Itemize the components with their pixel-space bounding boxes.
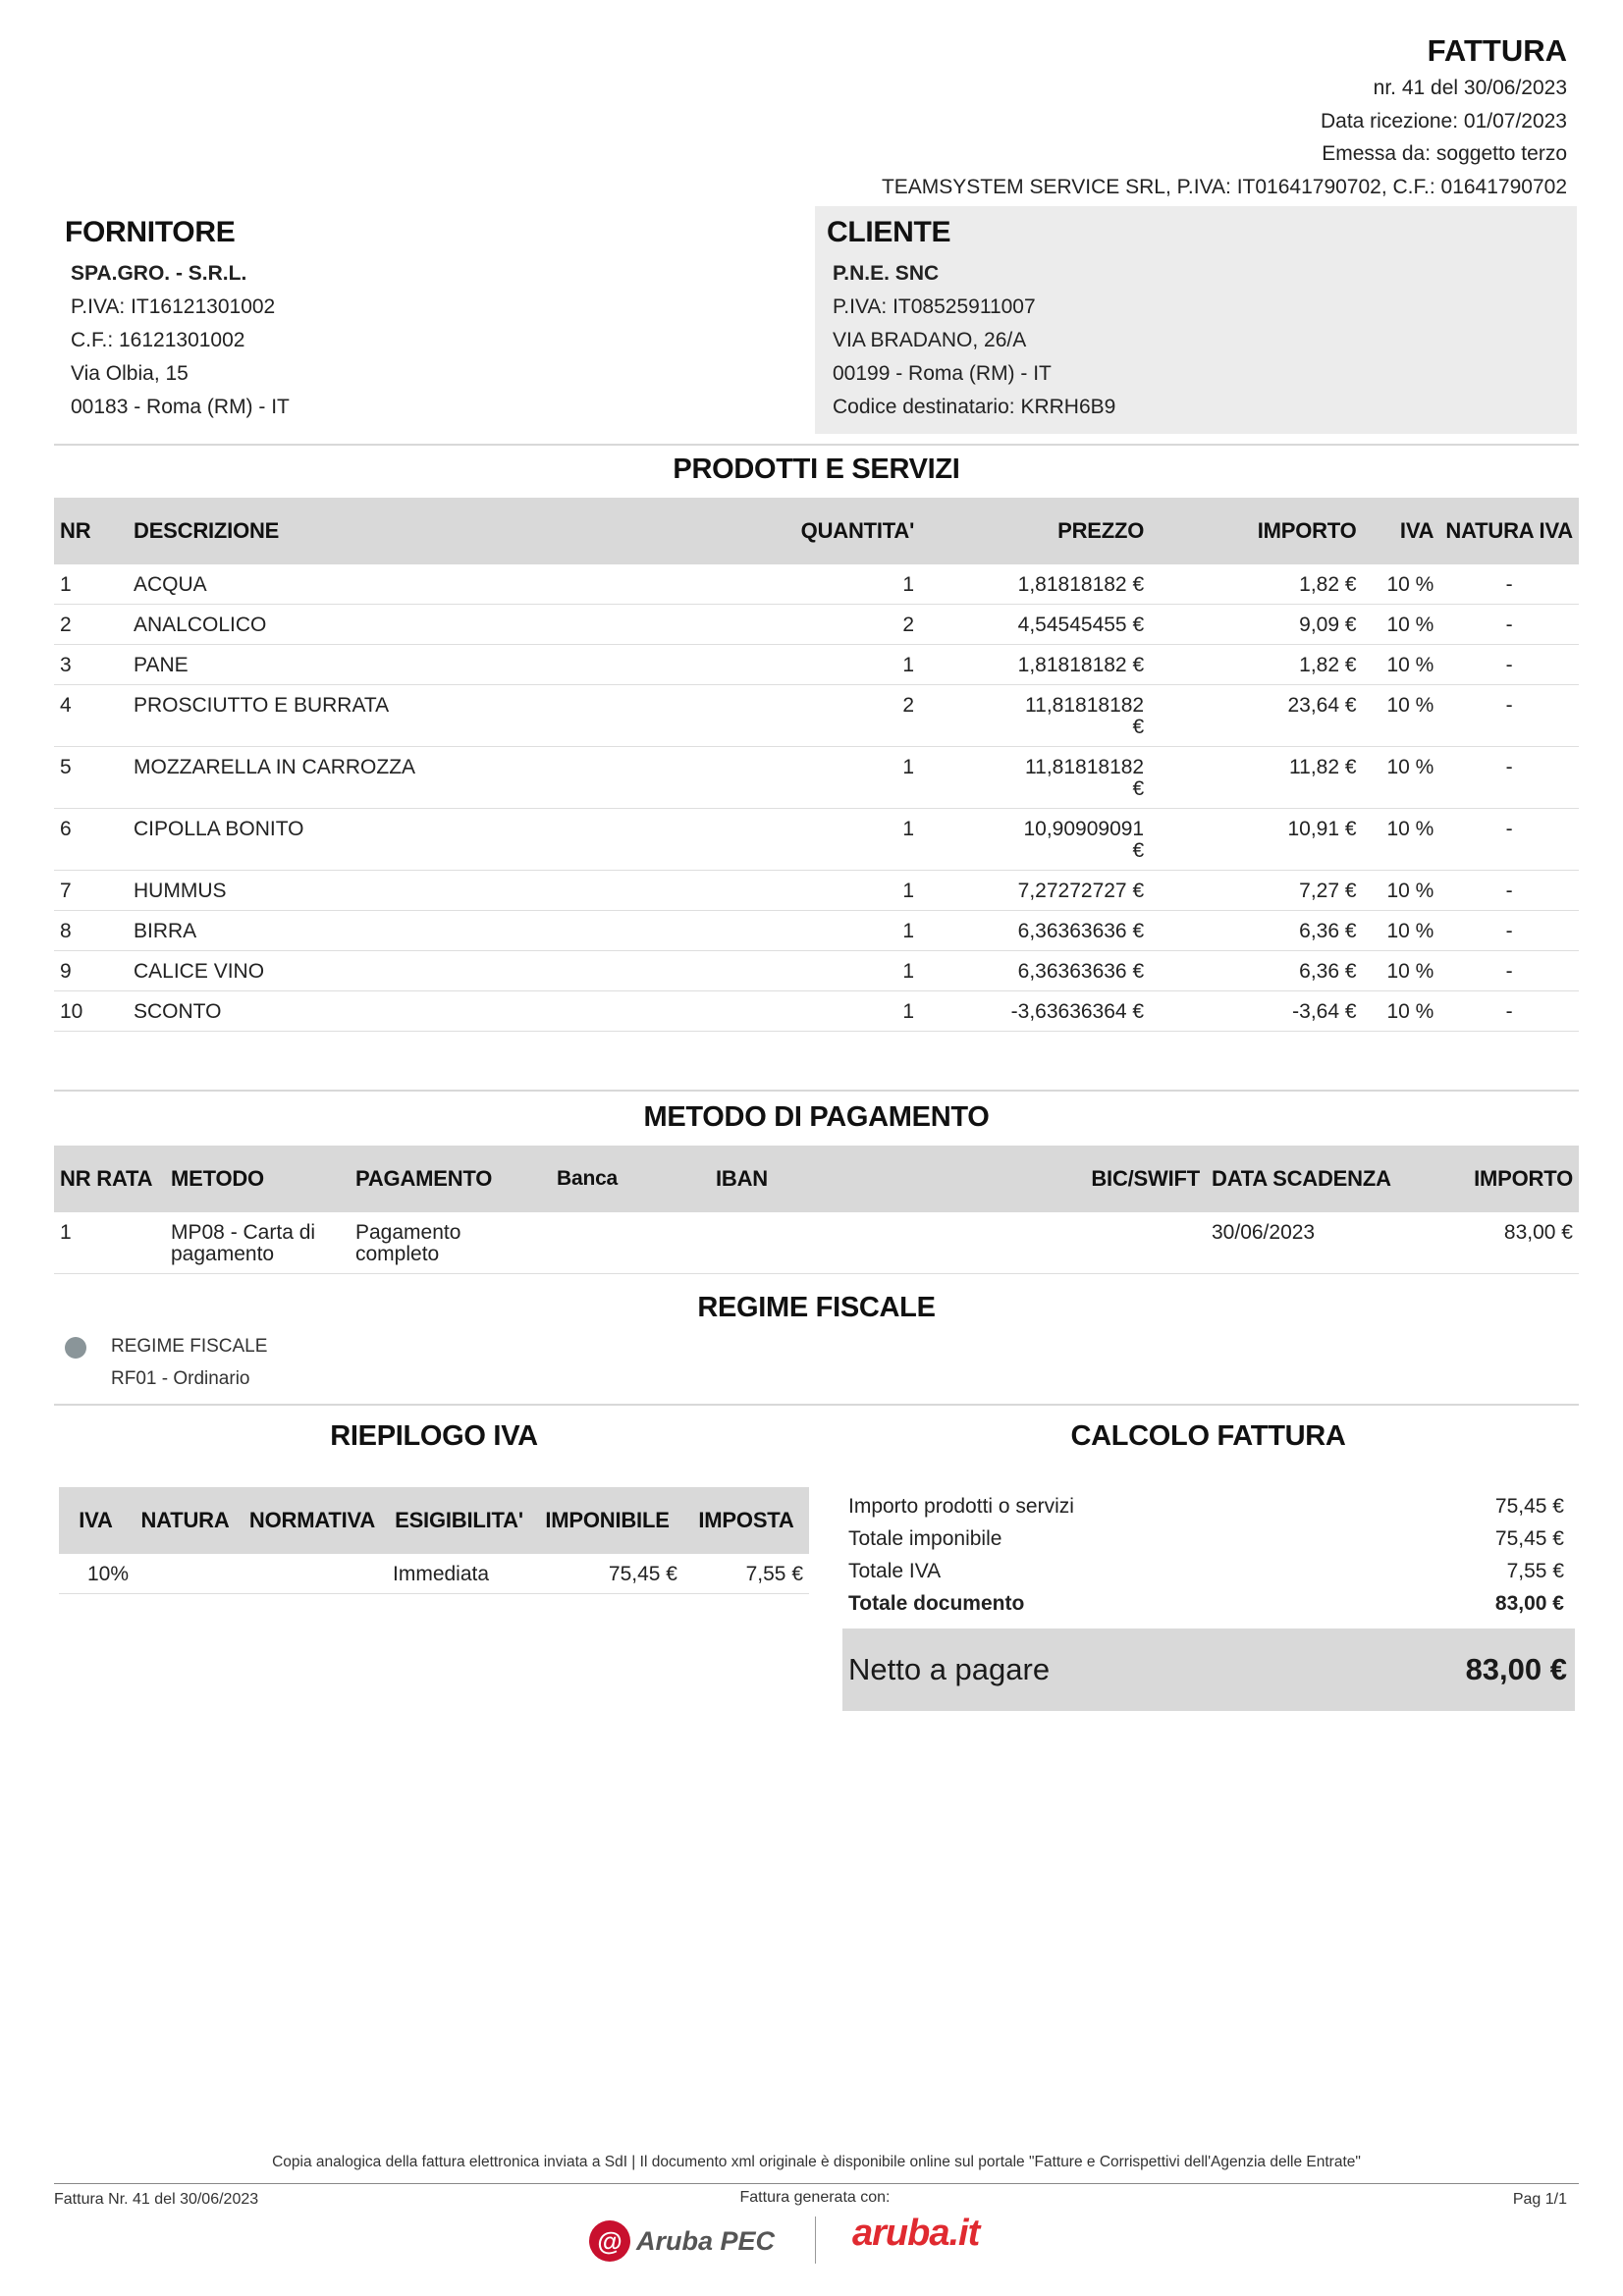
row-vat: 10 % [1363, 991, 1440, 1032]
vat-summary-title: RIEPILOGO IVA [330, 1420, 538, 1452]
aruba-pec-seal-icon: @ [589, 2220, 630, 2262]
row-price: 11,81818182 € [920, 685, 1150, 747]
row-quantity: 2 [635, 685, 920, 747]
products-table [54, 498, 1579, 1032]
vat-natura [133, 1554, 238, 1594]
calc-block [842, 1490, 1574, 1620]
col-nr: NR [54, 498, 128, 564]
row-quantity: 1 [635, 951, 920, 991]
row-quantity: 1 [635, 564, 920, 605]
row-nr: 2 [54, 605, 128, 645]
col-natura: NATURA [133, 1487, 238, 1554]
supplier-block [65, 216, 791, 424]
col-iva: IVA [59, 1487, 133, 1554]
aruba-pec-logo [589, 2220, 775, 2262]
client-heading: CLIENTE [827, 216, 951, 248]
row-description: HUMMUS [128, 871, 635, 911]
row-quantity: 1 [635, 809, 920, 871]
row-amount: 23,64 € [1150, 685, 1362, 747]
row-nr: 8 [54, 911, 128, 951]
calc-value: 75,45 € [1494, 1526, 1564, 1550]
col-installment: NR RATA [54, 1146, 165, 1212]
row-quantity: 1 [635, 645, 920, 685]
row-quantity: 1 [635, 911, 920, 951]
calc-label: Totale IVA [848, 1559, 942, 1582]
supplier-piva: P.IVA: IT16121301002 [71, 295, 276, 318]
row-description: CIPOLLA BONITO [128, 809, 635, 871]
row-vat-nature: - [1439, 645, 1579, 685]
col-imposta: IMPOSTA [683, 1487, 809, 1554]
row-vat-nature: - [1439, 809, 1579, 871]
calc-row [848, 1555, 1564, 1587]
table-row [54, 605, 1579, 645]
invoice-title: FATTURA [1427, 33, 1567, 68]
row-nr: 5 [54, 747, 128, 809]
net-value: 83,00 € [1465, 1652, 1567, 1686]
supplier-name: SPA.GRO. - S.R.L. [71, 262, 247, 285]
payment-status: Pagamento completo [350, 1212, 551, 1274]
row-description: PANE [128, 645, 635, 685]
row-vat: 10 % [1363, 605, 1440, 645]
row-vat-nature: - [1439, 605, 1579, 645]
row-vat-nature: - [1439, 564, 1579, 605]
divider [54, 1090, 1579, 1092]
logo-separator [815, 2216, 816, 2264]
products-table-wrap [54, 498, 1579, 1032]
regime-title: REGIME FISCALE [697, 1292, 936, 1323]
calc-label: Totale documento [848, 1591, 1025, 1615]
table-row [54, 747, 1579, 809]
row-description: ANALCOLICO [128, 605, 635, 645]
client-address: VIA BRADANO, 26/A [833, 329, 1027, 351]
supplier-address: Via Olbia, 15 [71, 362, 189, 385]
payment-table-wrap [54, 1146, 1579, 1274]
calc-rows [842, 1490, 1574, 1620]
payment-amount: 83,00 € [1428, 1212, 1579, 1274]
table-row [54, 809, 1579, 871]
payment-due-date: 30/06/2023 [1206, 1212, 1428, 1274]
row-vat: 10 % [1363, 747, 1440, 809]
row-quantity: 1 [635, 871, 920, 911]
supplier-heading: FORNITORE [65, 216, 236, 248]
row-quantity: 1 [635, 747, 920, 809]
payment-bank [551, 1212, 710, 1274]
payment-method: MP08 - Carta di pagamento [165, 1212, 350, 1274]
reception-date: Data ricezione: 01/07/2023 [1320, 110, 1567, 133]
row-amount: 6,36 € [1150, 911, 1362, 951]
row-amount: 1,82 € [1150, 564, 1362, 605]
table-row [54, 911, 1579, 951]
supplier-cf: C.F.: 16121301002 [71, 329, 245, 351]
calc-label: Totale imponibile [848, 1526, 1002, 1550]
row-vat-nature: - [1439, 911, 1579, 951]
calc-row [848, 1587, 1564, 1620]
row-vat: 10 % [1363, 809, 1440, 871]
row-amount: -3,64 € [1150, 991, 1362, 1032]
aruba-pec-wordmark: Aruba PEC [636, 2225, 776, 2256]
client-piva: P.IVA: IT08525911007 [833, 295, 1036, 318]
calc-value: 83,00 € [1494, 1591, 1564, 1615]
calc-label: Importo prodotti o servizi [848, 1494, 1074, 1518]
calc-value: 75,45 € [1494, 1494, 1564, 1518]
col-amount: IMPORTO [1150, 498, 1362, 564]
row-price: 1,81818182 € [920, 645, 1150, 685]
row-nr: 10 [54, 991, 128, 1032]
footer-notice: Copia analogica della fattura elettronica inviata a SdI | Il documento xml originale è disponibile online sul portale "Fatture e Corrispettivi dell'Agenzia delle Entrate" [272, 2154, 1361, 2170]
calc-row [848, 1522, 1564, 1555]
col-description: DESCRIZIONE [128, 498, 635, 564]
row-quantity: 2 [635, 605, 920, 645]
col-iban: IBAN [710, 1146, 959, 1212]
products-body [54, 564, 1579, 1032]
col-bank: Banca [551, 1146, 710, 1212]
row-amount: 1,82 € [1150, 645, 1362, 685]
row-price: 4,54545455 € [920, 605, 1150, 645]
row-description: BIRRA [128, 911, 635, 951]
supplier-city: 00183 - Roma (RM) - IT [71, 396, 290, 418]
client-block [815, 206, 1577, 434]
table-row [54, 991, 1579, 1032]
vat-esigibilita: Immediata [387, 1554, 531, 1594]
row-vat: 10 % [1363, 564, 1440, 605]
net-label: Netto a pagare [848, 1652, 1051, 1686]
row-vat: 10 % [1363, 951, 1440, 991]
vat-table-wrap [59, 1487, 809, 1594]
row-vat-nature: - [1439, 991, 1579, 1032]
payment-nr: 1 [54, 1212, 165, 1274]
table-row [54, 871, 1579, 911]
row-description: PROSCIUTTO E BURRATA [128, 685, 635, 747]
row-description: CALICE VINO [128, 951, 635, 991]
row-nr: 6 [54, 809, 128, 871]
row-price: 10,90909091 € [920, 809, 1150, 871]
col-vat-nature: NATURA IVA [1439, 498, 1579, 564]
client-name: P.N.E. SNC [833, 262, 940, 285]
footer-page-number: Pag 1/1 [1512, 2191, 1567, 2208]
row-description: SCONTO [128, 991, 635, 1032]
footer-invoice-ref: Fattura Nr. 41 del 30/06/2023 [54, 2191, 259, 2208]
row-description: ACQUA [128, 564, 635, 605]
row-amount: 9,09 € [1150, 605, 1362, 645]
row-nr: 1 [54, 564, 128, 605]
col-normativa: NORMATIVA [238, 1487, 387, 1554]
vat-imposta: 7,55 € [683, 1554, 809, 1594]
row-price: 11,81818182 € [920, 747, 1150, 809]
aruba-it-logo: aruba.it [852, 2213, 980, 2254]
row-quantity: 1 [635, 991, 920, 1032]
col-quantity: QUANTITA' [635, 498, 920, 564]
table-row [54, 1212, 1579, 1274]
row-amount: 11,82 € [1150, 747, 1362, 809]
divider [54, 1404, 1579, 1406]
col-vat: IVA [1363, 498, 1440, 564]
payment-title: METODO DI PAGAMENTO [643, 1101, 990, 1133]
footer-divider [54, 2183, 1579, 2184]
invoice-number: nr. 41 del 30/06/2023 [1373, 77, 1567, 99]
col-imponibile: IMPONIBILE [531, 1487, 683, 1554]
col-bic: BIC/SWIFT [959, 1146, 1206, 1212]
row-nr: 9 [54, 951, 128, 991]
regime-value: RF01 - Ordinario [111, 1368, 250, 1389]
row-description: MOZZARELLA IN CARROZZA [128, 747, 635, 809]
client-recipient-code: Codice destinatario: KRRH6B9 [833, 396, 1116, 418]
col-due-date: DATA SCADENZA [1206, 1146, 1428, 1212]
row-vat: 10 % [1363, 911, 1440, 951]
row-nr: 7 [54, 871, 128, 911]
table-row [54, 645, 1579, 685]
row-vat: 10 % [1363, 871, 1440, 911]
col-payment: PAGAMENTO [350, 1146, 551, 1212]
calc-title: CALCOLO FATTURA [1070, 1420, 1346, 1452]
vat-normativa [238, 1554, 387, 1594]
col-price: PREZZO [920, 498, 1150, 564]
row-price: 6,36363636 € [920, 911, 1150, 951]
row-nr: 3 [54, 645, 128, 685]
row-vat-nature: - [1439, 685, 1579, 747]
vat-rate: 10% [59, 1554, 133, 1594]
row-vat-nature: - [1439, 871, 1579, 911]
col-payment-amount: IMPORTO [1428, 1146, 1579, 1212]
table-row [54, 951, 1579, 991]
col-esigibilita: ESIGIBILITA' [387, 1487, 531, 1554]
payment-iban [710, 1212, 959, 1274]
row-amount: 10,91 € [1150, 809, 1362, 871]
client-city: 00199 - Roma (RM) - IT [833, 362, 1052, 385]
calc-row [848, 1490, 1564, 1522]
payment-table [54, 1146, 1579, 1274]
divider [54, 444, 1579, 446]
row-vat: 10 % [1363, 685, 1440, 747]
net-to-pay [842, 1629, 1575, 1711]
row-amount: 7,27 € [1150, 871, 1362, 911]
row-vat-nature: - [1439, 747, 1579, 809]
vat-summary-table [59, 1487, 809, 1594]
products-title: PRODOTTI E SERVIZI [673, 454, 960, 485]
row-price: 1,81818182 € [920, 564, 1150, 605]
table-row [59, 1554, 809, 1594]
third-party-issuer: TEAMSYSTEM SERVICE SRL, P.IVA: IT01641790702, C.F.: 01641790702 [881, 176, 1567, 198]
row-nr: 4 [54, 685, 128, 747]
col-method: METODO [165, 1146, 350, 1212]
regime-bullet-icon [65, 1337, 86, 1359]
table-row [54, 564, 1579, 605]
footer-generated-with: Fattura generata con: [739, 2189, 891, 2206]
regime-label: REGIME FISCALE [111, 1336, 268, 1357]
row-price: -3,63636364 € [920, 991, 1150, 1032]
issued-by: Emessa da: soggetto terzo [1322, 142, 1567, 165]
row-price: 7,27272727 € [920, 871, 1150, 911]
vat-imponibile: 75,45 € [531, 1554, 683, 1594]
calc-value: 7,55 € [1506, 1559, 1564, 1582]
row-amount: 6,36 € [1150, 951, 1362, 991]
row-vat-nature: - [1439, 951, 1579, 991]
row-vat: 10 % [1363, 645, 1440, 685]
table-row [54, 685, 1579, 747]
payment-bic [959, 1212, 1206, 1274]
row-price: 6,36363636 € [920, 951, 1150, 991]
